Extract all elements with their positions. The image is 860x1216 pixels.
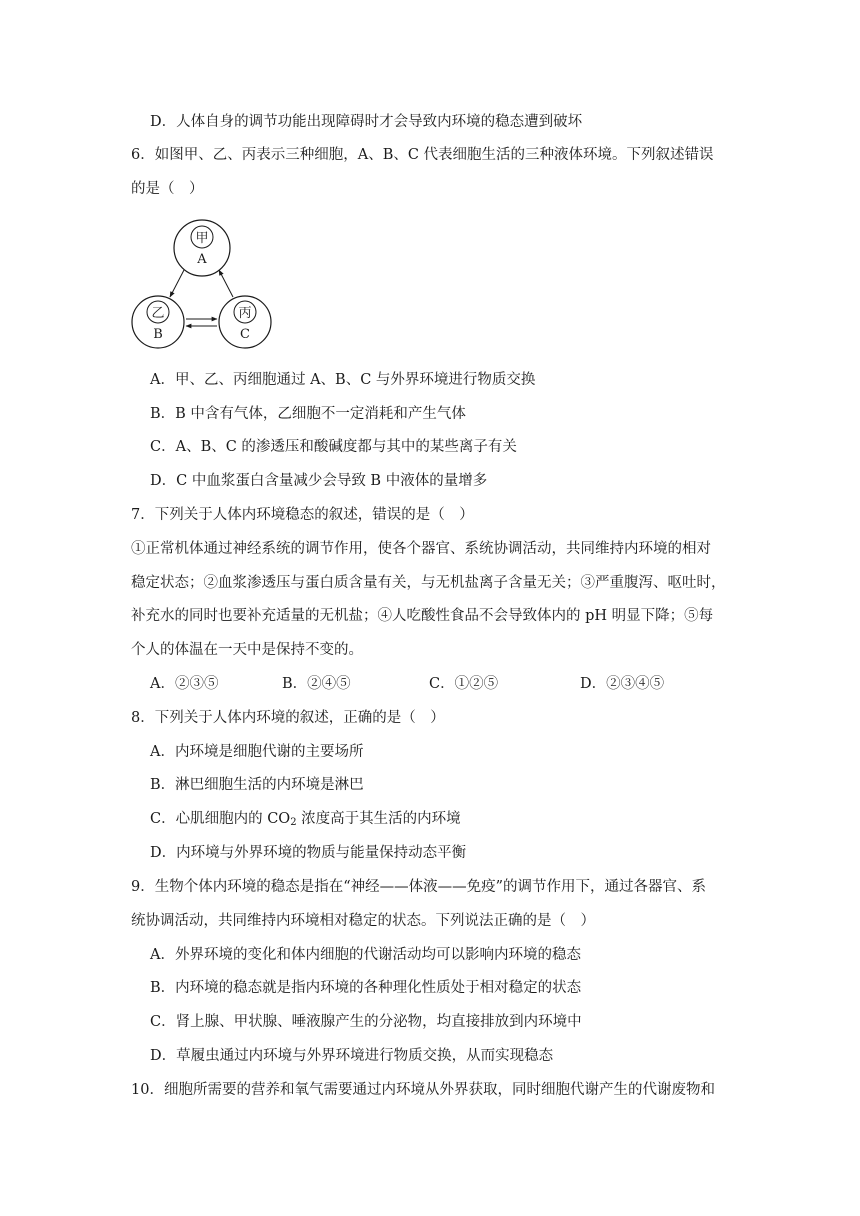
q6-option-d: D．C 中血浆蛋白含量减少会导致 B 中液体的量增多 [150, 473, 488, 489]
q7-statements-line-2: 稳定状态；②血浆渗透压与蛋白质含量有关，与无机盐离子含量无关；③严重腹泻、呕吐时， [131, 575, 726, 591]
q9-stem-line-2: 统协调活动，共同维持内环境相对稳定的状态。下列说法正确的是（ ） [131, 913, 595, 929]
q7-option-b: B．②④⑤ [282, 676, 351, 692]
q8-option-c-text-rest: 浓度高于其生活的内环境 [296, 811, 461, 827]
q10-stem-line-1: 10．细胞所需要的营养和氧气需要通过内环境从外界获取，同时细胞代谢产生的代谢废物和 [131, 1082, 715, 1098]
q9-option-c: C．肾上腺、甲状腺、唾液腺产生的分泌物，均直接排放到内环境中 [150, 1014, 582, 1030]
arrow-a-to-b [170, 270, 184, 297]
cell-bing-label: 丙 [238, 306, 252, 321]
q8-stem: 8．下列关于人体内环境的叙述，正确的是（ ） [131, 710, 445, 726]
co2-subscript: 2 [290, 817, 297, 828]
node-a [174, 220, 230, 276]
q5-option-d: D．人体自身的调节功能出现障碍时才会导致内环境的稳态遭到破坏 [150, 114, 583, 130]
q6-option-c: C．A、B、C 的渗透压和酸碱度都与其中的某些离子有关 [150, 439, 517, 455]
q9-option-a: A．外界环境的变化和体内细胞的代谢活动均可以影响内环境的稳态 [150, 947, 581, 963]
arrow-c-to-a [219, 270, 233, 297]
q8-option-d: D．内环境与外界环境的物质与能量保持动态平衡 [150, 845, 467, 861]
cell-jia-label: 甲 [195, 231, 209, 246]
q8-option-b: B．淋巴细胞生活的内环境是淋巴 [150, 777, 364, 793]
q8-option-c-text: C．心肌细胞内的 CO [150, 811, 291, 827]
q8-option-c [150, 809, 461, 833]
q8-option-a: A．内环境是细胞代谢的主要场所 [150, 744, 364, 760]
cell-yi-label: 乙 [151, 306, 165, 321]
q6-option-b: B．B 中含有气体，乙细胞不一定消耗和产生气体 [150, 406, 466, 422]
q7-statements-line-3: 补充水的同时也要补充适量的无机盐；④人吃酸性食品不会导致体内的 pH 明显下降；⑤每 [131, 608, 714, 624]
fluid-b-label: B [153, 327, 163, 342]
node-c [219, 296, 271, 348]
q7-statements-line-1: ①正常机体通过神经系统的调节作用，使各个器官、系统协调活动，共同维持内环境的相对 [131, 541, 711, 557]
node-b [132, 296, 184, 348]
q7-option-c: C．①②⑤ [429, 676, 499, 692]
q6-stem-line-2: 的是（ ） [131, 181, 204, 197]
cell-fluid-diagram [128, 215, 278, 350]
fluid-c-label: C [240, 327, 250, 342]
q9-stem-line-1: 9．生物个体内环境的稳态是指在“神经——体液——免疫”的调节作用下，通过各器官、系 [131, 879, 707, 895]
q7-stem: 7．下列关于人体内环境稳态的叙述，错误的是（ ） [131, 507, 474, 523]
q7-statements-line-4: 个人的体温在一天中是保持不变的。 [131, 642, 363, 658]
q7-option-a: A．②③⑤ [150, 676, 219, 692]
q9-option-b: B．内环境的稳态就是指内环境的各种理化性质处于相对稳定的状态 [150, 980, 582, 996]
fluid-a-label: A [197, 252, 207, 267]
q9-option-d: D．草履虫通过内环境与外界环境进行物质交换，从而实现稳态 [150, 1048, 554, 1064]
q6-stem-line-1: 6．如图甲、乙、丙表示三种细胞，A、B、C 代表细胞生活的三种液体环境。下列叙述错误 [131, 147, 714, 163]
q6-option-a: A．甲、乙、丙细胞通过 A、B、C 与外界环境进行物质交换 [150, 372, 536, 388]
q7-option-d: D．②③④⑤ [580, 676, 665, 692]
